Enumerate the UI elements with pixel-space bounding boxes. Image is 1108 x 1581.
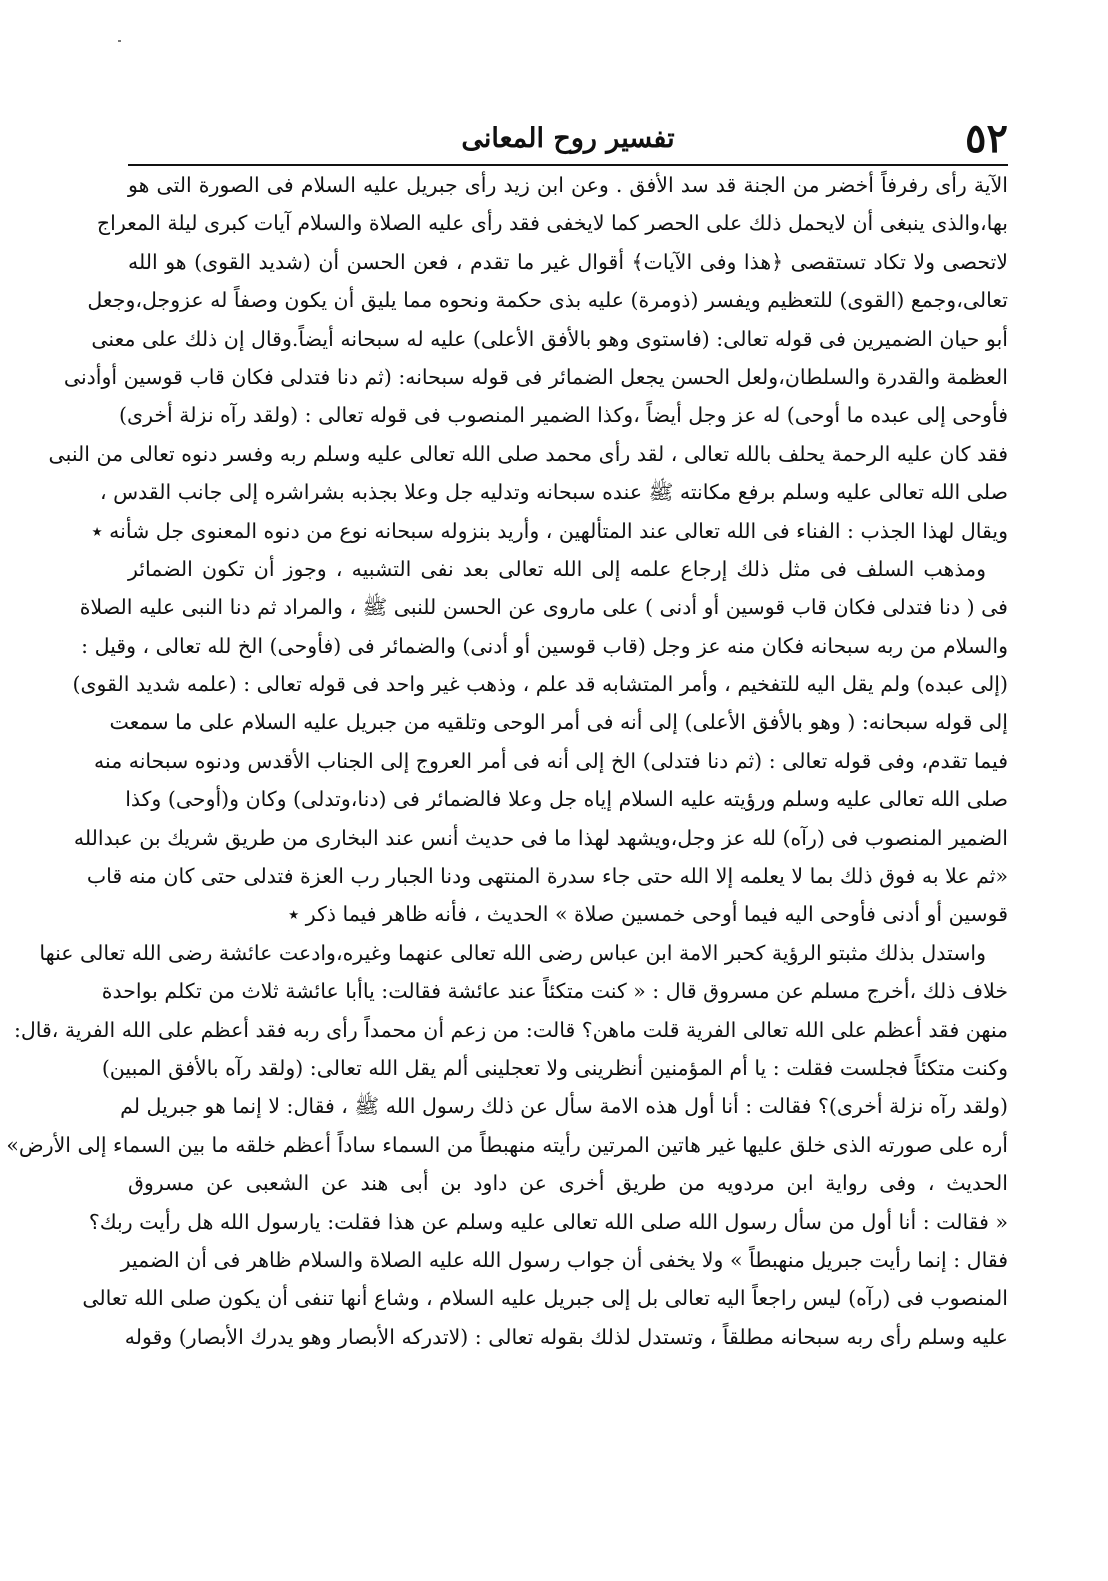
text-line: خلاف ذلك ،أخرج مسلم عن مسروق قال : « كنت متكئاً عند عائشة فقالت: ياأبا عائشة ثلاث من تكلم بواحدة (101, 979, 1008, 1004)
text-line: بها،والذى ينبغى أن لايحمل ذلك على الحصر كما لايخفى فقد رأى عليه الصلاة والسلام آيات كبرى ليلة المعراج (96, 211, 1008, 236)
text-line: لاتحصى ولا تكاد تستقصى ﴿هذا وفى الآيات﴾ أقوال غير ما تقدم ، فعن الحسن أن (شديد القوى) هو الله (128, 249, 1008, 274)
page-header (128, 115, 1008, 162)
text-line: ويقال لهذا الجذب : الفناء فى الله تعالى عند المتألهين ، وأريد بنزوله سبحانه نوع من دنوه المعنوى جل شأنه ٭ (91, 518, 1008, 543)
text-line: الحديث ، وفى رواية ابن مردويه من طريق أخرى عن داود بن أبى هند عن الشعبى عن مسروق (128, 1171, 1008, 1196)
text-line: قوسين أو أدنى فأوحى اليه فيما أوحى خمسين صلاة » الحديث ، فأنه ظاهر فيما ذكر ٭ (288, 902, 1008, 927)
text-line: صلى الله تعالى عليه وسلم برفع مكانته ﷺ عنده سبحانه وتدليه جل وعلا بجذبه بشراشره إلى جانب القدس ، (99, 480, 1008, 505)
text-line: فيما تقدم، وفى قوله تعالى : (ثم دنا فتدلى) الخ إلى أنه فى أمر العروج إلى الجناب الأقدس ودنوه سبحانه منه (94, 748, 1008, 773)
text-line: العظمة والقدرة والسلطان،ولعل الحسن يجعل الضمائر فى قوله سبحانه: (ثم دنا فتدلى فكان قاب قوسين أوأدنى (63, 364, 1008, 389)
text-line: والسلام من ربه سبحانه فكان منه عز وجل (قاب قوسين أو أدنى) والضمائر فى (فأوحى) الخ لله تعالى ، وقيل : (81, 633, 1008, 658)
page-number: ٥٢ (965, 115, 1008, 162)
text-line: واستدل بذلك مثبتو الرؤية كحبر الامة ابن عباس رضى الله تعالى عنهما وغيره،وادعت عائشة رضى الله تعالى عنها (39, 940, 986, 965)
text-line: الآية رأى رفرفاً أخضر من الجنة قد سد الأفق . وعن ابن زيد رأى جبريل عليه السلام فى الصورة التى هو (128, 173, 1008, 197)
text-line: منهن فقد أعظم على الله تعالى الفرية قلت ماهن؟ قالت: من زعم أن محمداً رأى ربه فقد أعظم على الله الفرية ،قال: (13, 1017, 1008, 1042)
text-line: تعالى،وجمع (القوى) للتعظيم ويفسر (ذومرة) عليه بذى حكمة ونحوه مما يليق أن يكون وصفاً له عزوجل،وجعل (87, 288, 1008, 313)
text-line: الضمير المنصوب فى (رآه) لله عز وجل،ويشهد لهذا ما فى حديث أنس عند البخارى من طريق شريك بن عبدالله (73, 825, 1008, 850)
text-line: صلى الله تعالى عليه وسلم ورؤيته عليه السلام إياه جل وعلا فالضمائر فى (دنا،وتدلى) وكان و(أوحى) وكذا (125, 787, 1008, 812)
text-line: المنصوب فى (رآه) ليس راجعاً اليه تعالى بل إلى جبريل عليه السلام ، وشاع أنها تنفى أن يكون صلى الله تعالى (82, 1286, 1008, 1311)
text-line: ومذهب السلف فى مثل ذلك إرجاع علمه إلى الله تعالى بعد نفى التشبيه ، وجوز أن تكون الضمائر (128, 556, 986, 581)
text-body (6, 166, 1008, 1356)
text-line: (إلى عبده) ولم يقل اليه للتفخيم ، وأمر المتشابه قد علم ، وذهب غير واحد فى قوله تعالى : (علمه شديد القوى) (72, 672, 1008, 697)
text-line: أره على صورته الذى خلق عليها غير هاتين المرتين رأيته منهبطاً من السماء ساداً أعظم خلقه ما بين السماء إلى الأرض» (6, 1132, 1008, 1157)
text-line: «ثم علا به فوق ذلك بما لا يعلمه إلا الله حتى جاء سدرة المنتهى ودنا الجبار رب العزة فتدلى حتى كان منه قاب (86, 864, 1008, 889)
text-line: فقد كان عليه الرحمة يحلف بالله تعالى ، لقد رأى محمد صلى الله تعالى عليه وسلم ربه وفسر دنوه تعالى من النبى (48, 441, 1008, 466)
text-line: (ولقد رآه نزلة أخرى)؟ فقالت : أنا أول هذه الامة سأل عن ذلك رسول الله ﷺ ، فقال: لا إنما هو جبريل لم (120, 1094, 1008, 1119)
text-line: وكنت متكئاً فجلست فقلت : يا أم المؤمنين أنظرينى ولا تعجلينى ألم يقل الله تعالى: (ولقد رآه بالأفق المبين) (101, 1055, 1008, 1080)
text-line: فقال : إنما رأيت جبريل منهبطاً » ولا يخفى أن جواب رسول الله عليه الصلاة والسلام ظاهر فى أن الضمير (120, 1247, 1008, 1272)
text-line: عليه وسلم رأى ربه سبحانه مطلقاً ، وتستدل لذلك بقوله تعالى : (لاتدركه الأبصار وهو يدرك الأبصار) وقوله (124, 1324, 1008, 1349)
text-line: إلى قوله سبحانه: ( وهو بالأفق الأعلى) إلى أنه فى أمر الوحى وتلقيه من جبريل عليه السلام على ما سمعت (109, 710, 1008, 735)
text-line: فأوحى إلى عبده ما أوحى) له عز وجل أيضاً ،وكذا الضمير المنصوب فى قوله تعالى : (ولقد رآه نزلة أخرى) (119, 403, 1008, 428)
scan-speck (118, 40, 121, 42)
text-line: « فقالت : أنا أول من سأل رسول الله صلى الله تعالى عليه وسلم عن هذا فقلت: يارسول الله هل رأيت ربك؟ (88, 1209, 1008, 1234)
running-title: تفسير روح المعانى (461, 123, 675, 154)
text-line: أبو حيان الضميرين فى قوله تعالى: (فاستوى وهو بالأفق الأعلى) عليه له سبحانه أيضاً.وقال إن ذلك على معنى (91, 326, 1008, 351)
text-line: فى ( دنا فتدلى فكان قاب قوسين أو أدنى ) على ماروى عن الحسن للنبى ﷺ ، والمراد ثم دنا النبى عليه الصلاة (79, 595, 1008, 620)
